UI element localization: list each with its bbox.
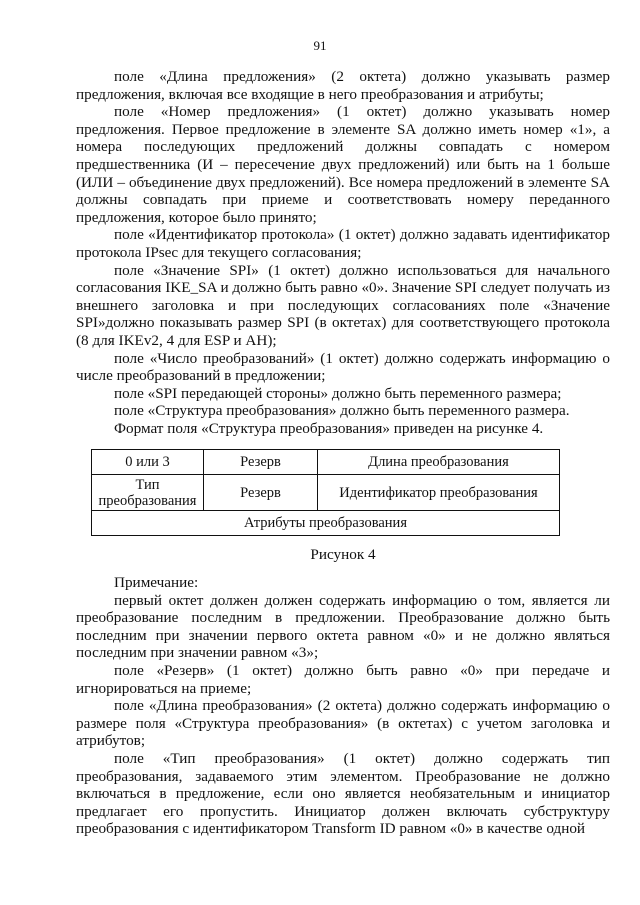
figure-caption: Рисунок 4 bbox=[310, 546, 376, 564]
paragraph: первый октет должен должен содержать информацию о том, является ли преобразование последним в предложении. Преобразование должно быть последним при значении первого октета равном «0» и не должно являться последним при значении равном «3»; bbox=[76, 591, 610, 662]
table-cell: Резерв bbox=[204, 450, 318, 475]
table-cell: Атрибуты преобразования bbox=[92, 511, 560, 536]
paragraph: поле «Идентификатор протокола» (1 октет) должно задавать идентификатор протокола IPsec для текущего согласования; bbox=[76, 226, 610, 261]
paragraph: поле «Длина преобразования» (2 октета) должно содержать информацию о размере поля «Структура преобразования» (в октетах) с учетом заголовка и атрибутов; bbox=[76, 697, 610, 750]
table-row bbox=[92, 511, 560, 536]
table-cell: Идентификатор преобразования bbox=[318, 475, 560, 511]
table-cell: Длина преобразования bbox=[318, 450, 560, 475]
paragraph: поле «Резерв» (1 октет) должно быть равно «0» при передаче и игнорироваться на приеме; bbox=[76, 662, 610, 697]
paragraph: поле «Длина предложения» (2 октета) должно указывать размер предложения, включая все входящие в него преобразования и атрибуты; bbox=[76, 68, 610, 103]
transform-structure-figure bbox=[91, 449, 560, 536]
table-cell: Резерв bbox=[204, 475, 318, 511]
paragraph: поле «Тип преобразования» (1 октет) должно содержать тип преобразования, задаваемого этим элементом. Преобразование не должно включаться в предложение, если оно является необязательным и инициатор предлагает его пропустить. Инициатор должен включать субструктуру преобразования с идентификатором Transform ID равном «0» в качестве одной bbox=[76, 750, 610, 838]
table-cell: 0 или 3 bbox=[92, 450, 204, 475]
paragraph: поле «Число преобразований» (1 октет) должно содержать информацию о числе преобразований в предложении; bbox=[76, 349, 610, 385]
note-heading: Примечание: bbox=[114, 574, 199, 592]
table-row bbox=[92, 450, 560, 475]
paragraph: Формат поля «Структура преобразования» приведен на рисунке 4. bbox=[114, 419, 544, 437]
table-cell: Тип преобразования bbox=[92, 475, 204, 511]
document-body bbox=[76, 68, 610, 838]
table-row bbox=[92, 475, 560, 511]
paragraph: поле «SPI передающей стороны» должно быть переменного размера; bbox=[114, 384, 562, 402]
paragraph: поле «Значение SPI» (1 октет) должно использоваться для начального согласования IKE_SA и должно быть равно «0». Значение SPI следует получать из внешнего заголовка и при последующих согласованиях поле «Значение SPI»должно показывать размер SPI (в октетах) для соответствующего протокола (8 для IKEv2, 4 для ESP и AH); bbox=[76, 261, 610, 349]
paragraph: поле «Номер предложения» (1 октет) должно указывать номер предложения. Первое предложение в элементе SA должно иметь номер «1», а номера последующих предложений должны совпадать с номером предшественника (И – пересечение двух предложений) или быть на 1 больше (ИЛИ – объединение двух предложений). Все номера предложений в элементе SA должны совпадать при приеме и соответствовать номеру переданного предложения, которое было принято; bbox=[76, 103, 610, 226]
paragraph: поле «Структура преобразования» должно быть переменного размера. bbox=[114, 402, 570, 420]
page-number: 91 bbox=[313, 38, 327, 53]
